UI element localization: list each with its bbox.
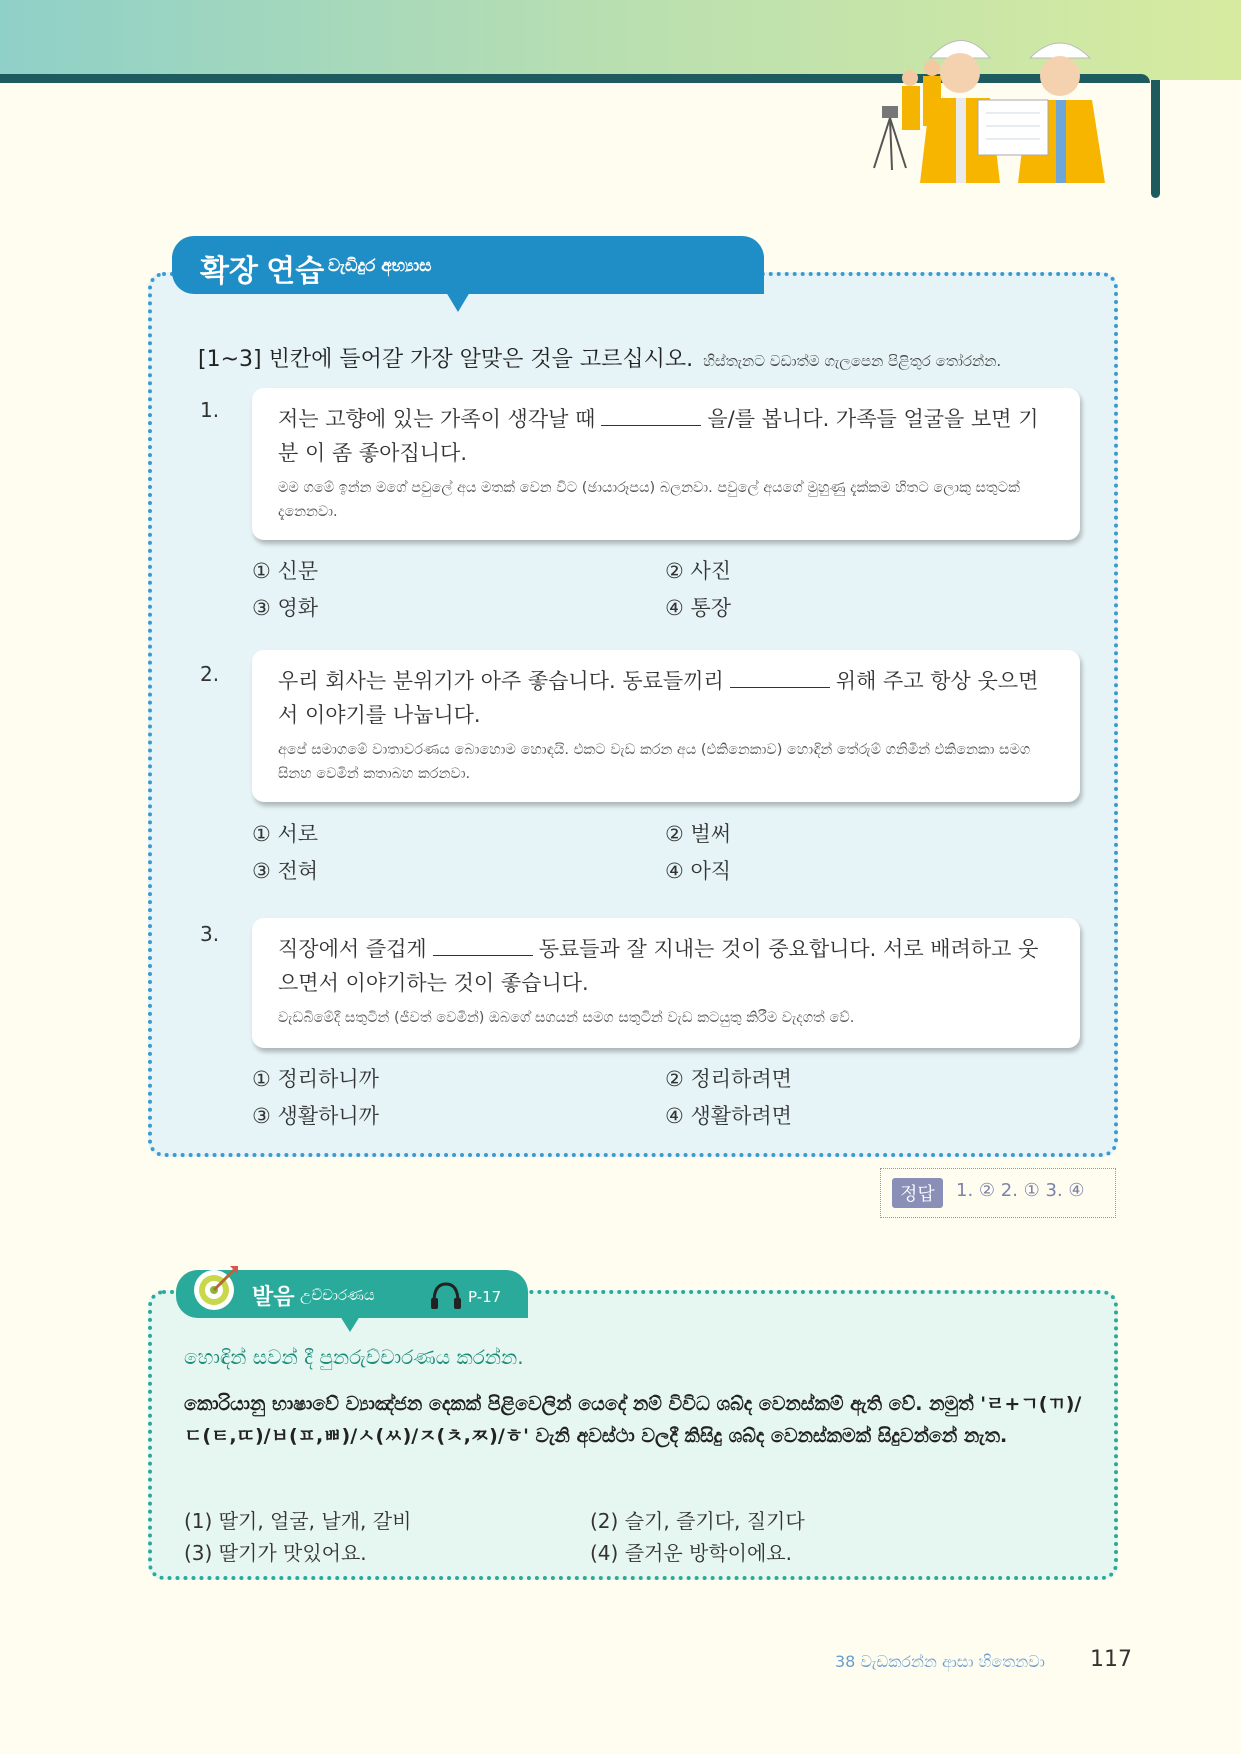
pronunciation-item: (3) 딸기가 맛있어요. [184,1541,367,1565]
option[interactable]: ① 서로 [252,822,319,846]
audio-track[interactable]: P-17 [468,1288,502,1306]
header-rule-vertical [1151,80,1160,198]
pronunciation-item: (2) 슬기, 즐기다, 질기다 [590,1509,805,1533]
option[interactable]: ② 사진 [665,559,732,583]
question-card [252,918,1080,1048]
instruction-korean: [1~3] 빈칸에 들어갈 가장 알맞은 것을 고르십시오. [198,347,694,372]
question-translation: මම ගමේ ඉන්න මගේ පවුලේ අය මතක් වෙන විට (ඡායාරූපය) බලනවා. පවුලේ අයගේ මුහුණු දැක්කම හිතට ලොකු සතුටක් දැනෙනවා. [278,480,1020,520]
question-number: 1. [200,398,220,422]
answer-key: 1. ② 2. ① 3. ④ [956,1180,1085,1201]
answer-blank [433,935,533,956]
answer-blank [730,667,830,688]
target-icon [190,1262,242,1314]
pronunciation-tab-notch [340,1316,360,1332]
pronunciation-title: 발음 [252,1285,295,1310]
question-number: 2. [200,662,220,686]
option[interactable]: ④ 통장 [665,596,732,620]
headphone-icon[interactable] [428,1280,464,1312]
answer-label: 정답 [892,1178,943,1208]
option[interactable]: ① 정리하니까 [252,1067,379,1091]
option[interactable]: ① 신문 [252,559,319,583]
option[interactable]: ③ 영화 [252,596,319,620]
option[interactable]: ④ 생활하려면 [665,1104,792,1128]
option[interactable]: ② 벌써 [665,822,732,846]
practice-tab-notch [446,292,470,312]
practice-title: 확장 연습 [200,255,325,288]
pronunciation-subtitle: උච්චාරණය [300,1286,375,1304]
pronunciation-item: (4) 즐거운 방학이에요. [590,1541,792,1565]
pronunciation-description: කොරියානු භාෂාවේ ව්‍යාඤ්ජන දෙකක් පිළිවෙලින් යෙදේ නම් විවිධ ශබ්ද වෙනස්කම් ඇති වේ. නමුත් 'ㄹ+ㄱ(ㄲ)/ㄷ(ㅌ,ㄸ)/ㅂ(ㅍ,ㅃ)/ㅅ(ㅆ)/ㅈ(ㅊ,ㅉ)/ㅎ' වැනි අවස්ථා වලදී කිසිදු ශබ්ද වෙනස්කමක් සිදුවන්නේ නැත. [184,1393,1082,1447]
pronunciation-instruction: හොඳින් සවන් දී පුනරුච්චාරණය කරන්න. [184,1345,524,1369]
question-card [252,388,1080,540]
construction-workers-illustration [860,18,1120,193]
answer-blank [601,405,701,426]
question-number: 3. [200,922,220,946]
footer-chapter: 38 වැඩකරන්න ආසා හිතෙනවා [835,1652,1045,1671]
question-text: 직장에서 즐겁게 동료들과 잘 지내는 것이 중요합니다. 서로 배려하고 웃으면서 이야기하는 것이 좋습니다. [278,937,1039,995]
pronunciation-item: (1) 딸기, 얼굴, 날개, 갈비 [184,1509,412,1533]
instruction-sinhala: හිස්තැනට වඩාත්ම ගැලපෙන පිළිතුර තෝරන්න. [703,352,1002,370]
option[interactable]: ② 정리하려면 [665,1067,792,1091]
question-card [252,650,1080,802]
option[interactable]: ③ 생활하니까 [252,1104,379,1128]
practice-instruction [198,342,1001,373]
question-text: 우리 회사는 분위기가 아주 좋습니다. 동료들끼리 위해 주고 항상 웃으면서 이야기를 나눕니다. [278,669,1039,727]
question-translation: අපේ සමාගමේ වාතාවරණය බොහොම හොඳයි. එකට වැඩ කරන අය (එකිනෙකාව) හොඳින් තේරුම් ගනිමින් එකිනෙකා සමග සිනහ වෙමින් කතාබහ කරනවා. [278,742,1031,782]
question-translation: වැඩබිමේදී සතුටින් (ජීවත් වෙමින්) ඔබගේ සගයන් සමග සතුටින් වැඩ කටයුතු කිරීම වැදගත් වේ. [278,1010,855,1026]
page-number: 117 [1090,1647,1132,1672]
practice-subtitle: වැඩිදුර අභ්‍යාස [328,256,432,276]
question-text: 저는 고향에 있는 가족이 생각날 때 을/를 봅니다. 가족들 얼굴을 보면 기분 이 좀 좋아집니다. [278,407,1039,465]
option[interactable]: ③ 전혀 [252,859,319,883]
option[interactable]: ④ 아직 [665,859,732,883]
